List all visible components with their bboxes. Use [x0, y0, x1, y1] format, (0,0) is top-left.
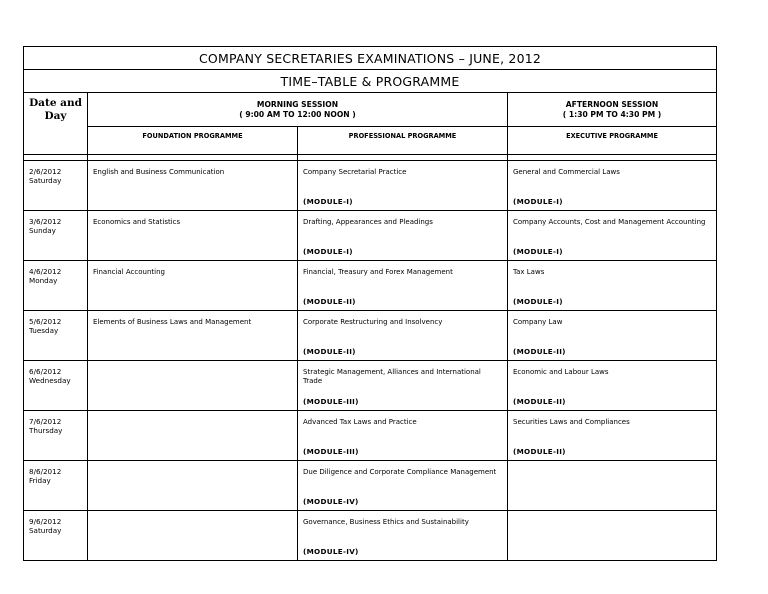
professional-module: (MODULE-II)	[303, 297, 356, 306]
foundation-subject: Financial Accounting	[93, 268, 165, 276]
exam-date: 5/6/2012	[29, 317, 62, 326]
foundation-cell	[88, 461, 298, 511]
date-cell	[24, 411, 88, 461]
executive-cell	[508, 511, 717, 561]
foundation-programme-header: FOUNDATION PROGRAMME	[88, 127, 298, 155]
professional-cell	[298, 461, 508, 511]
exam-date: 8/6/2012	[29, 467, 62, 476]
foundation-cell	[88, 211, 298, 261]
professional-module: (MODULE-I)	[303, 247, 353, 256]
professional-programme-header: PROFESSIONAL PROGRAMME	[298, 127, 508, 155]
date-header-line1: Date and	[29, 97, 82, 109]
foundation-subject: Elements of Business Laws and Management	[93, 318, 252, 326]
professional-module: (MODULE-II)	[303, 347, 356, 356]
exam-day: Sunday	[29, 226, 56, 235]
exam-date: 2/6/2012	[29, 167, 62, 176]
executive-module: (MODULE-I)	[513, 247, 563, 256]
schedule-row	[24, 161, 717, 211]
professional-subject: Drafting, Appearances and Pleadings	[303, 218, 433, 226]
foundation-cell	[88, 261, 298, 311]
morning-session-time: ( 9:00 AM TO 12:00 NOON )	[239, 109, 356, 119]
foundation-subject: English and Business Communication	[93, 168, 225, 176]
professional-module: (MODULE-III)	[303, 397, 359, 406]
professional-cell	[298, 511, 508, 561]
timetable	[23, 46, 717, 561]
executive-programme-header: EXECUTIVE PROGRAMME	[508, 127, 717, 155]
schedule-row	[24, 311, 717, 361]
executive-module: (MODULE-II)	[513, 447, 566, 456]
foundation-cell	[88, 361, 298, 411]
professional-subject: Financial, Treasury and Forex Management	[303, 268, 453, 276]
exam-date: 6/6/2012	[29, 367, 62, 376]
date-cell	[24, 461, 88, 511]
executive-cell	[508, 411, 717, 461]
executive-subject: Company Law	[513, 318, 563, 326]
date-cell	[24, 361, 88, 411]
executive-subject: Tax Laws	[513, 268, 545, 276]
afternoon-session-time: ( 1:30 PM TO 4:30 PM )	[562, 109, 662, 119]
exam-day: Wednesday	[29, 376, 71, 385]
date-header-line2: Day	[44, 110, 67, 122]
professional-subject: Company Secretarial Practice	[303, 168, 407, 176]
executive-module: (MODULE-I)	[513, 197, 563, 206]
date-cell	[24, 211, 88, 261]
professional-cell	[298, 261, 508, 311]
executive-subject: Company Accounts, Cost and Management Accounting	[513, 218, 706, 226]
schedule-row	[24, 511, 717, 561]
morning-session-header	[88, 93, 508, 127]
date-and-day-header	[24, 93, 88, 155]
schedule-row	[24, 211, 717, 261]
executive-cell	[508, 361, 717, 411]
document-subtitle: TIME–TABLE & PROGRAMME	[24, 70, 717, 93]
foundation-subject: Economics and Statistics	[93, 218, 181, 226]
schedule-row	[24, 411, 717, 461]
professional-module: (MODULE-III)	[303, 447, 359, 456]
foundation-cell	[88, 411, 298, 461]
schedule-row	[24, 261, 717, 311]
executive-module: (MODULE-II)	[513, 347, 566, 356]
exam-day: Saturday	[29, 176, 62, 185]
executive-module: (MODULE-II)	[513, 397, 566, 406]
schedule-rows	[24, 161, 717, 561]
professional-cell	[298, 161, 508, 211]
executive-cell	[508, 261, 717, 311]
exam-date: 4/6/2012	[29, 267, 62, 276]
professional-subject: Advanced Tax Laws and Practice	[303, 418, 417, 426]
professional-cell	[298, 361, 508, 411]
date-cell	[24, 511, 88, 561]
executive-subject: Economic and Labour Laws	[513, 368, 609, 376]
executive-subject: Securities Laws and Compliances	[513, 418, 630, 426]
schedule-row	[24, 461, 717, 511]
professional-cell	[298, 411, 508, 461]
exam-day: Monday	[29, 276, 58, 285]
executive-cell	[508, 211, 717, 261]
professional-cell	[298, 311, 508, 361]
date-cell	[24, 261, 88, 311]
exam-date: 3/6/2012	[29, 217, 62, 226]
date-cell	[24, 161, 88, 211]
foundation-cell	[88, 511, 298, 561]
exam-day: Thursday	[29, 426, 63, 435]
schedule-row	[24, 361, 717, 411]
professional-module: (MODULE-IV)	[303, 497, 359, 506]
professional-module: (MODULE-IV)	[303, 547, 359, 556]
document-title: COMPANY SECRETARIES EXAMINATIONS – JUNE, 2012	[24, 47, 717, 70]
exam-day: Friday	[29, 476, 51, 485]
professional-subject: Strategic Management, Alliances and International Trade	[303, 368, 481, 385]
exam-day: Saturday	[29, 526, 62, 535]
executive-cell	[508, 461, 717, 511]
exam-date: 9/6/2012	[29, 517, 62, 526]
professional-subject: Corporate Restructuring and Insolvency	[303, 318, 443, 326]
foundation-cell	[88, 311, 298, 361]
exam-day: Tuesday	[29, 326, 59, 335]
afternoon-session-title: AFTERNOON SESSION	[565, 99, 659, 109]
executive-subject: General and Commercial Laws	[513, 168, 620, 176]
executive-cell	[508, 161, 717, 211]
executive-module: (MODULE-I)	[513, 297, 563, 306]
executive-cell	[508, 311, 717, 361]
professional-cell	[298, 211, 508, 261]
exam-date: 7/6/2012	[29, 417, 62, 426]
professional-subject: Governance, Business Ethics and Sustainability	[303, 518, 469, 526]
afternoon-session-header	[508, 93, 717, 127]
morning-session-title: MORNING SESSION	[256, 99, 339, 109]
professional-subject: Due Diligence and Corporate Compliance Management	[303, 468, 497, 476]
foundation-cell	[88, 161, 298, 211]
professional-module: (MODULE-I)	[303, 197, 353, 206]
date-cell	[24, 311, 88, 361]
